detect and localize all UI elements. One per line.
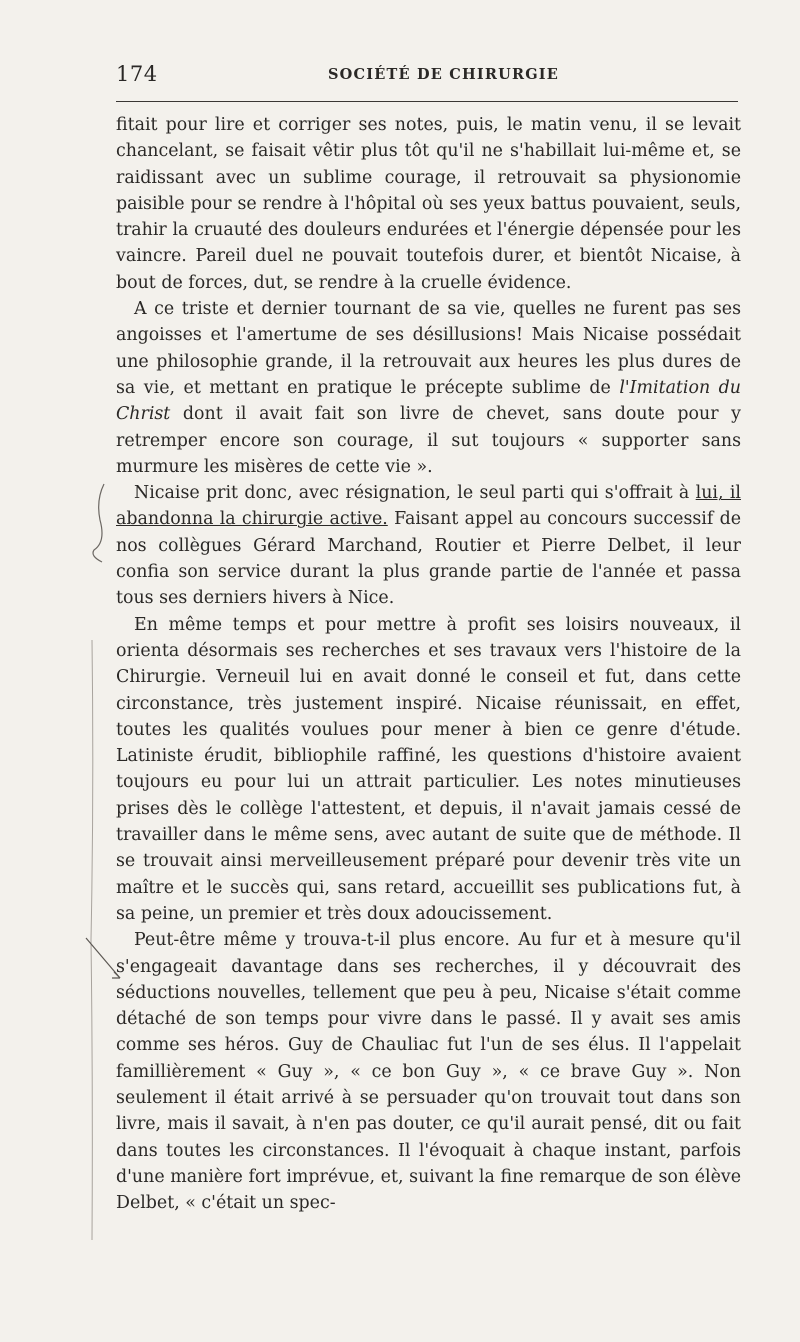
book-title-imitation: l'Imitation du Christ — [116, 377, 741, 425]
page-header — [116, 58, 738, 88]
page-number: 174 — [116, 62, 158, 86]
running-head: SOCIÉTÉ DE CHIRURGIE — [328, 66, 560, 83]
paragraph-3 — [116, 480, 741, 611]
pencil-margin-line — [88, 640, 98, 1240]
body-text — [116, 112, 741, 1216]
paragraph-1 — [116, 112, 741, 296]
paragraph-text: Nicaise prit donc, avec résignation, le seul parti qui s'offrait à — [134, 483, 696, 504]
paragraph-5 — [116, 927, 741, 1216]
paragraph-text: fitait pour lire et corriger ses notes, puis, le matin venu, il se levait chancelant, se faisait vêtir plus tôt qu'il ne s'habillait lui-même et, se raidissant avec un sublime courage, il retrouvait sa physionomie paisible pour se rendre à l'hôpital où ses yeux battus pouvaient, seuls, trahir la cruauté des douleurs endurées et l'énergie dépensée pour les vaincre. Pareil duel ne pouvait toutefois durer, et bientôt Nicaise, à bout de forces, dut, se rendre à la cruelle évidence. — [116, 115, 741, 293]
paragraph-text: A ce triste et dernier tournant de sa vie, quelles ne furent pas ses angoisses et l'amertume de ses désillusions! Mais Nicaise possédait une philosophie grande, il la retrouvait aux heures les plus dures de sa vie, et mettant en pratique le précepte sublime de — [116, 299, 741, 398]
paragraph-text: Peut-être même y trouva-t-il plus encore. Au fur et à mesure qu'il s'engageait davantage dans ses recherches, il y découvrait des séductions nouvelles, tellement que peu à peu, Nicaise s'était comme détaché de son temps pour vivre dans le passé. Il y avait ses amis comme ses héros. Guy de Chauliac fut l'un de ses élus. Il l'appelait famillièrement « Guy », « ce bon Guy », « ce brave Guy ». Non seulement il était arrivé à se persuader qu'on trouvait tout dans son livre, mais il savait, à n'en pas douter, ce qu'il aurait pensé, dit ou fait dans toutes les circonstances. Il l'évoquait à chaque instant, parfois d'une manière fort imprévue, et, suivant la fine remarque de son élève Delbet, « c'était un spec- — [116, 930, 741, 1214]
header-rule — [116, 101, 738, 102]
paragraph-2 — [116, 296, 741, 480]
underlined-passage: lui, il abandonna la chirurgie active. — [116, 483, 741, 530]
paragraph-text: Faisant appel au concours successif de nos collègues Gérard Marchand, Routier et Pierre Delbet, il leur confia son service durant la plus grande partie de l'année et passa tous ses derniers hivers à Nice. — [116, 509, 741, 609]
paragraph-text: dont il avait fait son livre de chevet, sans doute pour y retremper encore son courage, il sut toujours « supporter sans murmure les misères de cette vie ». — [116, 404, 741, 477]
paragraph-text: En même temps et pour mettre à profit ses loisirs nouveaux, il orienta désormais ses recherches et ses travaux vers l'histoire de la Chirurgie. Verneuil lui en avait donné le conseil et fut, dans cette circonstance, très justement inspiré. Nicaise réunissait, en effet, toutes les qualités voulues pour mener à bien ce genre d'étude. Latiniste érudit, bibliophile raffiné, les questions d'histoire avaient toujours eu pour lui un attrait particulier. Les notes minutieuses prises dès le collège l'attestent, et depuis, il n'avait jamais cessé de travailler dans le même sens, avec autant de suite que de méthode. Il se trouvait ainsi merveilleusement préparé pour devenir très vite un maître et le succès qui, sans retard, accueillit ses publications fut, à sa peine, un premier et très doux adoucissement. — [116, 614, 741, 924]
paragraph-4 — [116, 612, 741, 928]
